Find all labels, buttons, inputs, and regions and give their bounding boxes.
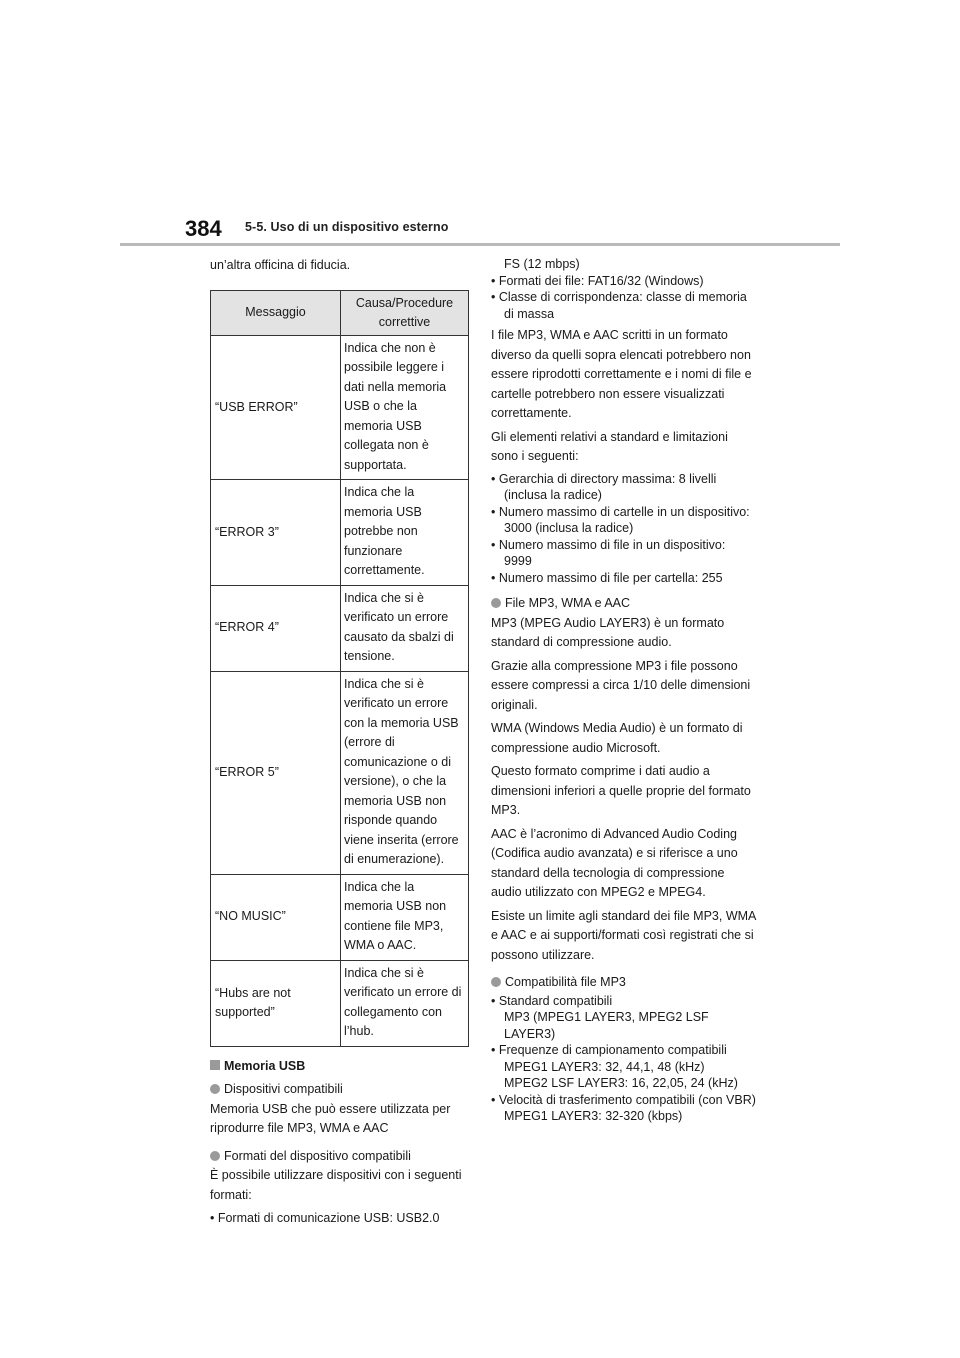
table-header-row — [211, 290, 469, 335]
table-row — [211, 874, 469, 960]
list-item: • Frequenze di campionamento compatibili — [491, 1043, 727, 1057]
message-cell: “ERROR 3” — [211, 480, 341, 586]
cause-cell: Indica che la memoria USB potrebbe non funzionare correttamente. — [341, 480, 469, 586]
continued-text: FS (12 mbps) — [504, 257, 580, 271]
paragraph-wma: WMA (Windows Media Audio) è un formato di compressione audio Microsoft. — [491, 721, 743, 755]
list-item: • Formati dei file: FAT16/32 (Windows) — [491, 273, 704, 288]
right-column — [491, 256, 756, 1125]
compat-mp3-heading: Compatibilità file MP3 — [491, 973, 756, 993]
cause-cell: Indica che si è verificato un errore causato da sbalzi di tensione. — [341, 585, 469, 671]
paragraph-limits: Gli elementi relativi a standard e limitazioni sono i seguenti: — [491, 429, 728, 463]
paragraph-limit: Esiste un limite agli standard dei file MP3, WMA e AAC e ai supporti/formati così registrati che si possono utilizzare. — [491, 908, 756, 962]
message-cell: “NO MUSIC” — [211, 874, 341, 960]
table-row — [211, 671, 469, 874]
paragraph-aac: AAC è l’acronimo di Advanced Audio Coding (Codifica audio avanzata) e si riferisce a uno standard della tecnologia di compressione audio utilizzato con MPEG2 e MPEG4. — [491, 826, 738, 899]
paragraph-formats: I file MP3, WMA e AAC scritti in un formato diverso da quelli sopra elencati potrebbero non essere riprodotti correttamente e i nomi di file e cartelle potrebbero non essere visualizzati correttamente. — [491, 328, 752, 420]
page-number: 384 — [185, 216, 222, 241]
table-row — [211, 335, 469, 480]
table-row — [211, 960, 469, 1046]
dispositivi-text: Memoria USB che può essere utilizzata per riprodurre file MP3, WMA e AAC — [210, 1101, 451, 1135]
list-item: • Numero massimo di file per cartella: 255 — [491, 570, 723, 585]
section-title: 5-5. Uso di un dispositivo esterno — [245, 220, 449, 234]
list-item-detail: MP3 (MPEG1 LAYER3, MPEG2 LSF LAYER3) — [504, 1010, 709, 1041]
list-item: • Velocità di trasferimento compatibili (con VBR) — [491, 1092, 756, 1107]
list-item-detail: MPEG1 LAYER3: 32, 44,1, 48 (kHz) — [504, 1059, 705, 1074]
limits-list — [491, 471, 756, 587]
list-item: • Numero massimo di file in un dispositivo: 9999 — [491, 537, 726, 568]
paragraph-mp3: MP3 (MPEG Audio LAYER3) è un formato standard di compressione audio. — [491, 615, 725, 649]
header-divider — [120, 243, 840, 246]
column-header-message: Messaggio — [211, 290, 341, 335]
message-cell: “ERROR 5” — [211, 671, 341, 874]
cause-cell: Indica che si è verificato un errore con la memoria USB (errore di comunicazione o di versione), o che la memoria USB non risponde quando viene inserita (errore di enumerazione). — [341, 671, 469, 874]
table-row — [211, 480, 469, 586]
list-item: • Numero massimo di cartelle in un dispositivo: 3000 (inclusa la radice) — [491, 504, 750, 535]
paragraph-wma-detail: Questo formato comprime i dati audio a dimensioni inferiori a quelle proprie del formato MP3. — [491, 764, 751, 817]
circle-bullet-icon — [491, 977, 501, 987]
column-header-cause: Causa/Procedure correttive — [341, 290, 469, 335]
formati-text: È possibile utilizzare dispositivi con i seguenti formati: — [210, 1168, 462, 1202]
list-item: • Classe di corrispondenza: classe di memoria di massa — [491, 290, 747, 321]
cause-cell: Indica che la memoria USB non contiene file MP3, WMA o AAC. — [341, 874, 469, 960]
compat-list — [491, 993, 756, 1125]
file-mp3-wma-aac-heading: File MP3, WMA e AAC — [491, 594, 756, 614]
square-bullet-icon — [210, 1060, 220, 1070]
cause-cell: Indica che non è possibile leggere i dati nella memoria USB o che la memoria USB collegata non è supportata. — [341, 335, 469, 480]
formati-bullet: • Formati di comunicazione USB: USB2.0 — [210, 1211, 440, 1225]
message-cell: “Hubs are not supported” — [211, 960, 341, 1046]
circle-bullet-icon — [210, 1151, 220, 1161]
table-row — [211, 585, 469, 671]
list-item-detail: MPEG2 LSF LAYER3: 16, 22,05, 24 (kHz) — [504, 1076, 738, 1090]
circle-bullet-icon — [210, 1084, 220, 1094]
message-cell: “USB ERROR” — [211, 335, 341, 480]
list-item: • Gerarchia di directory massima: 8 livelli (inclusa la radice) — [491, 471, 717, 502]
message-cell: “ERROR 4” — [211, 585, 341, 671]
paragraph-compression: Grazie alla compressione MP3 i file possono essere compressi a circa 1/10 delle dimensioni originali. — [491, 658, 751, 712]
list-item: • Standard compatibili — [491, 993, 613, 1008]
dispositivi-heading: Dispositivi compatibili — [210, 1080, 470, 1100]
formati-heading: Formati del dispositivo compatibili — [210, 1147, 470, 1167]
memoria-usb-heading: Memoria USB — [210, 1057, 470, 1077]
error-message-table — [210, 290, 469, 1047]
circle-bullet-icon — [491, 598, 501, 608]
left-column — [210, 256, 470, 1229]
list-item-detail: MPEG1 LAYER3: 32-320 (kbps) — [504, 1109, 683, 1123]
intro-text: un’altra officina di fiducia. — [210, 258, 351, 272]
cause-cell: Indica che si è verificato un errore di collegamento con l’hub. — [341, 960, 469, 1046]
